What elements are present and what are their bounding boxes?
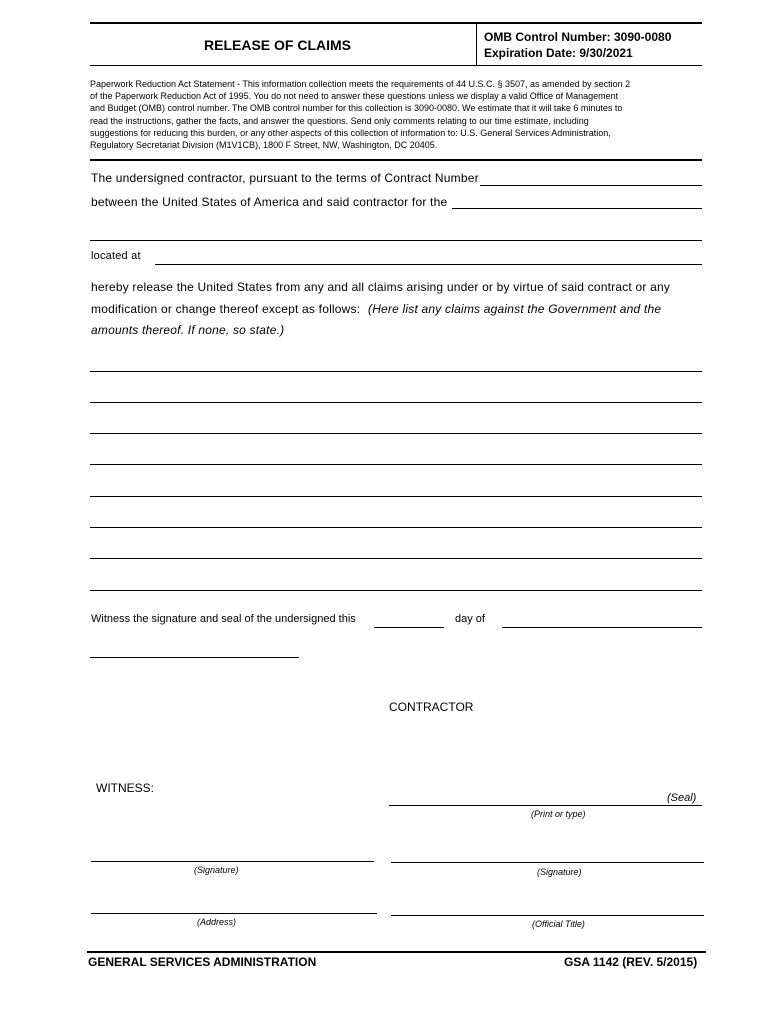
witness-label: WITNESS: — [96, 781, 155, 795]
contractor-name-field[interactable] — [389, 805, 702, 806]
claims-line[interactable] — [90, 433, 702, 434]
claims-line[interactable] — [90, 371, 702, 372]
witness-signature-label: (Signature) — [194, 865, 239, 875]
paperwork-statement — [90, 78, 702, 151]
contractor-for-field[interactable] — [452, 208, 702, 209]
contractor-label: CONTRACTOR — [389, 700, 474, 714]
address-label: (Address) — [197, 917, 237, 927]
claims-line[interactable] — [90, 496, 702, 497]
paperwork-line: read the instructions, gather the facts, and answer the questions. Send only comments relating to our time estimate, including — [90, 115, 589, 126]
claims-line[interactable] — [90, 558, 702, 559]
omb-control-number: OMB Control Number: 3090-0080 — [484, 30, 672, 44]
claims-line[interactable] — [90, 464, 702, 465]
print-or-type-label: (Print or type) — [531, 809, 586, 819]
witness-signature-field[interactable] — [91, 861, 374, 862]
claims-line[interactable] — [90, 527, 702, 528]
day-of-label: day of — [455, 613, 485, 625]
located-at-field[interactable] — [155, 264, 702, 265]
seal-label: (Seal) — [667, 792, 697, 804]
contract-number-text: The undersigned contractor, pursuant to the terms of Contract Number — [91, 171, 479, 185]
paperwork-line: Paperwork Reduction Act Statement - This information collection meets the requirements of 44 U.S.C. § 3507, as amended by section 2 — [90, 79, 631, 89]
claims-line[interactable] — [90, 590, 702, 591]
expiration-date: Expiration Date: 9/30/2021 — [484, 46, 633, 60]
footer-rule — [87, 951, 706, 953]
agency-name: GENERAL SERVICES ADMINISTRATION — [88, 955, 317, 969]
header-bottom-rule — [90, 65, 702, 66]
official-title-field[interactable] — [391, 915, 704, 916]
release-text-line1: hereby release the United States from any and all claims arising under or by virtue of said contract or any — [91, 280, 671, 294]
contractor-signature-field[interactable] — [391, 862, 704, 863]
paperwork-line: Regulatory Secretariat Division (M1V1CB), 1800 F Street, NW, Washington, DC 20405. — [90, 140, 438, 151]
located-at-label: located at — [91, 250, 141, 262]
paperwork-line: of the Paperwork Reduction Act of 1995. You do not need to answer these questions unless we display a valid Office of Management — [90, 91, 619, 102]
claims-line[interactable] — [90, 402, 702, 403]
month-year-field[interactable] — [502, 627, 702, 628]
header-divider — [476, 23, 477, 65]
header-top-rule — [90, 22, 702, 24]
section-rule — [90, 159, 702, 161]
year-field[interactable] — [90, 657, 299, 658]
form-title: RELEASE OF CLAIMS — [204, 37, 352, 53]
witness-address-field[interactable] — [91, 913, 377, 914]
contract-number-field[interactable] — [480, 185, 702, 186]
paperwork-line: and Budget (OMB) control number. The OMB control number for this collection is 3090-0080. We estimate that it will take 6 minutes to — [90, 103, 623, 114]
day-field[interactable] — [374, 627, 444, 628]
between-text: between the United States of America and said contractor for the — [91, 195, 448, 209]
claims-instruction-line1: (Here list any claims against the Government and the — [368, 302, 662, 316]
official-title-label: (Official Title) — [532, 919, 585, 929]
witness-seal-text: Witness the signature and seal of the undersigned this — [91, 613, 356, 625]
form-number: GSA 1142 (REV. 5/2015) — [564, 955, 698, 969]
contractor-signature-label: (Signature) — [537, 867, 582, 877]
paperwork-line: suggestions for reducing this burden, or any other aspects of this collection of information to: U.S. General Services Administration, — [90, 127, 611, 138]
claims-instruction-line2: amounts thereof. If none, so state.) — [91, 323, 285, 337]
release-text-line2: modification or change thereof except as follows: — [91, 302, 361, 316]
contractor-for-field-continued[interactable] — [90, 240, 702, 241]
